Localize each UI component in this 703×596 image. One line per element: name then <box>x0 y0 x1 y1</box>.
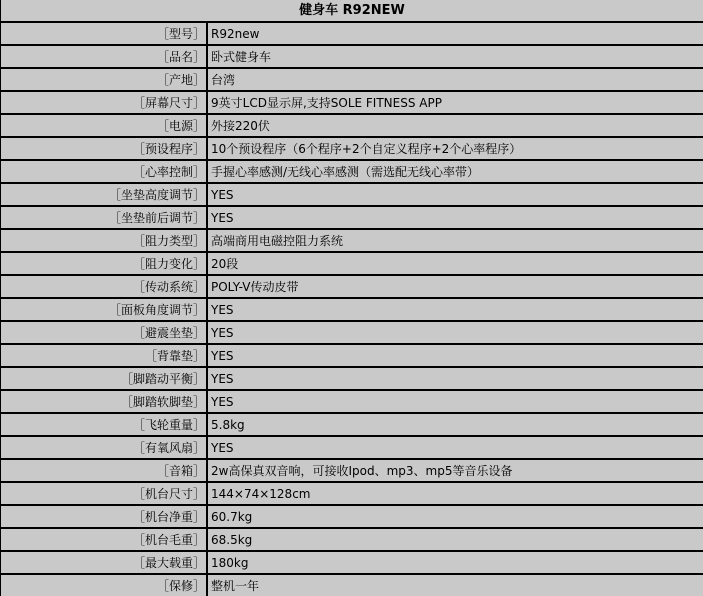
spec-row <box>1 460 703 483</box>
spec-value: 手握心率感测/无线心率感测（需选配无线心率带） <box>211 164 480 179</box>
spec-value: YES <box>211 302 234 317</box>
spec-value: 5.8kg <box>211 417 245 432</box>
spec-row <box>1 184 703 207</box>
spec-value: 180kg <box>211 555 249 570</box>
spec-value: 60.7kg <box>211 509 253 524</box>
table-title: 健身车 R92NEW <box>1 0 703 23</box>
spec-value: 整机一年 <box>211 578 260 593</box>
spec-value: YES <box>211 325 234 340</box>
spec-row <box>1 46 703 69</box>
spec-row <box>1 23 703 46</box>
spec-row <box>1 483 703 506</box>
spec-row <box>1 552 703 575</box>
spec-row <box>1 69 703 92</box>
spec-value: 68.5kg <box>211 532 253 547</box>
spec-row <box>1 161 703 184</box>
spec-value: 台湾 <box>211 72 236 87</box>
spec-value: YES <box>211 440 234 455</box>
spec-label: ［脚踏动平衡］ <box>1 368 208 389</box>
spec-value: YES <box>211 394 234 409</box>
spec-label: ［屏幕尺寸］ <box>1 92 208 113</box>
spec-value: POLY-V传动皮带 <box>211 279 299 294</box>
spec-value: YES <box>211 371 234 386</box>
spec-value: 9英寸LCD显示屏,支持SOLE FITNESS APP <box>211 95 442 110</box>
spec-value: 卧式健身车 <box>211 49 272 64</box>
spec-label: ［心率控制］ <box>1 161 208 182</box>
spec-label: ［背靠垫］ <box>1 345 208 366</box>
spec-label: ［阻力变化］ <box>1 253 208 274</box>
spec-label: ［坐垫高度调节］ <box>1 184 208 205</box>
spec-label: ［电源］ <box>1 115 208 136</box>
spec-label: ［坐垫前后调节］ <box>1 207 208 228</box>
spec-label: ［最大载重］ <box>1 552 208 573</box>
spec-row <box>1 92 703 115</box>
spec-row <box>1 391 703 414</box>
spec-label: ［阻力类型］ <box>1 230 208 251</box>
spec-row <box>1 253 703 276</box>
spec-row <box>1 207 703 230</box>
spec-row <box>1 322 703 345</box>
spec-row <box>1 299 703 322</box>
spec-row <box>1 575 703 596</box>
spec-value: YES <box>211 210 234 225</box>
spec-label: ［传动系统］ <box>1 276 208 297</box>
spec-label: ［避震坐垫］ <box>1 322 208 343</box>
spec-label: ［飞轮重量］ <box>1 414 208 435</box>
spec-row <box>1 345 703 368</box>
spec-label: ［预设程序］ <box>1 138 208 159</box>
spec-value: 高端商用电磁控阻力系统 <box>211 233 344 248</box>
spec-value: R92new <box>211 26 260 41</box>
spec-label: ［型号］ <box>1 23 208 44</box>
spec-row <box>1 115 703 138</box>
spec-row <box>1 506 703 529</box>
spec-label: ［产地］ <box>1 69 208 90</box>
spec-label: ［脚踏软脚垫］ <box>1 391 208 412</box>
spec-row <box>1 368 703 391</box>
spec-value: 20段 <box>211 256 239 271</box>
spec-row <box>1 437 703 460</box>
spec-row <box>1 230 703 253</box>
spec-value: 144×74×128cm <box>211 486 311 501</box>
spec-value: 10个预设程序（6个程序+2个自定义程序+2个心率程序） <box>211 141 522 156</box>
spec-label: ［音箱］ <box>1 460 208 481</box>
spec-value: YES <box>211 348 234 363</box>
spec-value: YES <box>211 187 234 202</box>
spec-label: ［机台毛重］ <box>1 529 208 550</box>
spec-row <box>1 276 703 299</box>
spec-row <box>1 529 703 552</box>
spec-row <box>1 414 703 437</box>
spec-label: ［保修］ <box>1 575 208 596</box>
spec-value: 2w高保真双音响，可接收Ipod、mp3、mp5等音乐设备 <box>211 463 513 478</box>
spec-row <box>1 138 703 161</box>
spec-label: ［有氧风扇］ <box>1 437 208 458</box>
spec-label: ［品名］ <box>1 46 208 67</box>
spec-value: 外接220伏 <box>211 118 270 133</box>
spec-label: ［面板角度调节］ <box>1 299 208 320</box>
spec-label: ［机台净重］ <box>1 506 208 527</box>
spec-label: ［机台尺寸］ <box>1 483 208 504</box>
